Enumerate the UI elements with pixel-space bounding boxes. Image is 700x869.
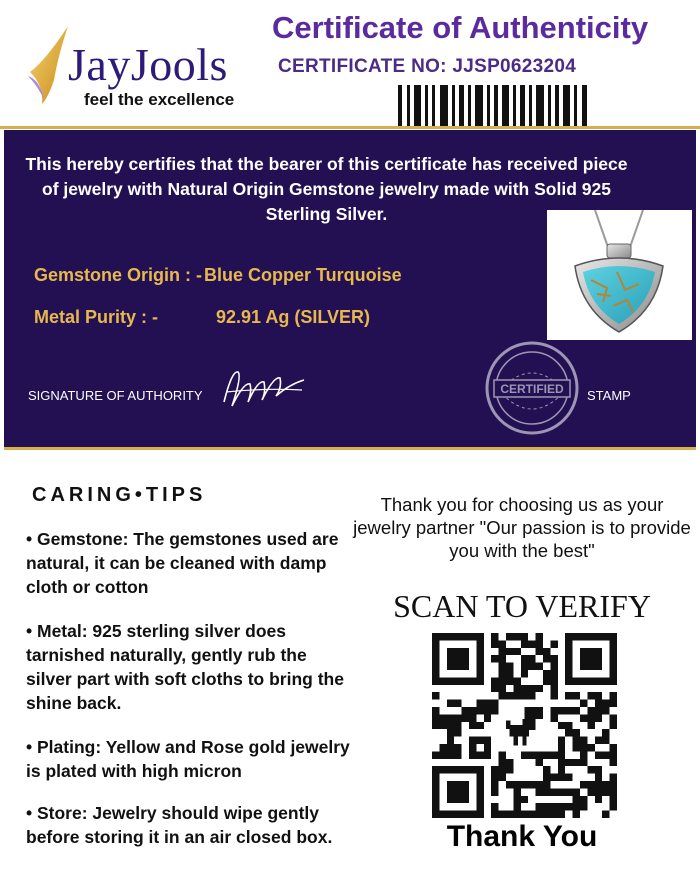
certificate-title: Certificate of Authenticity <box>272 10 649 45</box>
tip-gemstone: • Gemstone: The gemstones used are natural, it can be cleaned with damp cloth or cotton <box>26 529 339 597</box>
thank-you-text: Thank You <box>446 820 598 853</box>
stamp-label: STAMP <box>587 388 631 403</box>
brand-tagline: feel the excellence <box>84 90 235 109</box>
signature-image <box>214 362 309 412</box>
pendant-image <box>547 210 692 340</box>
brand-logo <box>24 20 274 115</box>
seal-text: CERTIFIED <box>500 382 564 396</box>
certificate-panel <box>4 130 696 450</box>
signature-label: SIGNATURE OF AUTHORITY <box>28 388 203 403</box>
tip-plating: • Plating: Yellow and Rose gold jewelry is plated with high micron <box>26 737 350 781</box>
barcode-icon <box>398 85 590 127</box>
gemstone-origin-label: Gemstone Origin : - <box>34 265 203 285</box>
caring-tips-title: CARING•TIPS <box>32 484 207 506</box>
metal-purity-label: Metal Purity : - <box>34 307 159 327</box>
tip-metal: • Metal: 925 sterling silver does tarnished naturally, gently rub the silver part with soft cloths to bring the shine back. <box>26 621 344 713</box>
brand-name: JayJools <box>68 39 228 90</box>
certificate-header <box>0 0 700 130</box>
qr-code-icon[interactable] <box>432 633 617 818</box>
tip-store: • Store: Jewelry should wipe gently before storing it in an air closed box. <box>26 803 333 847</box>
scan-to-verify-label: SCAN TO VERIFY <box>393 588 651 624</box>
thank-you-message: Thank you for choosing us as your jewelry partner "Our passion is to provide you with the best" <box>353 494 691 561</box>
gemstone-origin-value: Blue Copper Turquoise <box>204 265 402 285</box>
metal-purity-value: 92.91 Ag (SILVER) <box>216 307 371 327</box>
certificate-number: CERTIFICATE NO: JJSP0623204 <box>278 56 577 77</box>
certified-seal-icon <box>482 338 582 438</box>
certification-statement: This hereby certifies that the bearer of this certificate has received piece of jewelry with Natural Origin Gemstone jewelry made with Solid 925 Sterling Silver. <box>25 154 628 224</box>
header-divider <box>0 126 700 129</box>
